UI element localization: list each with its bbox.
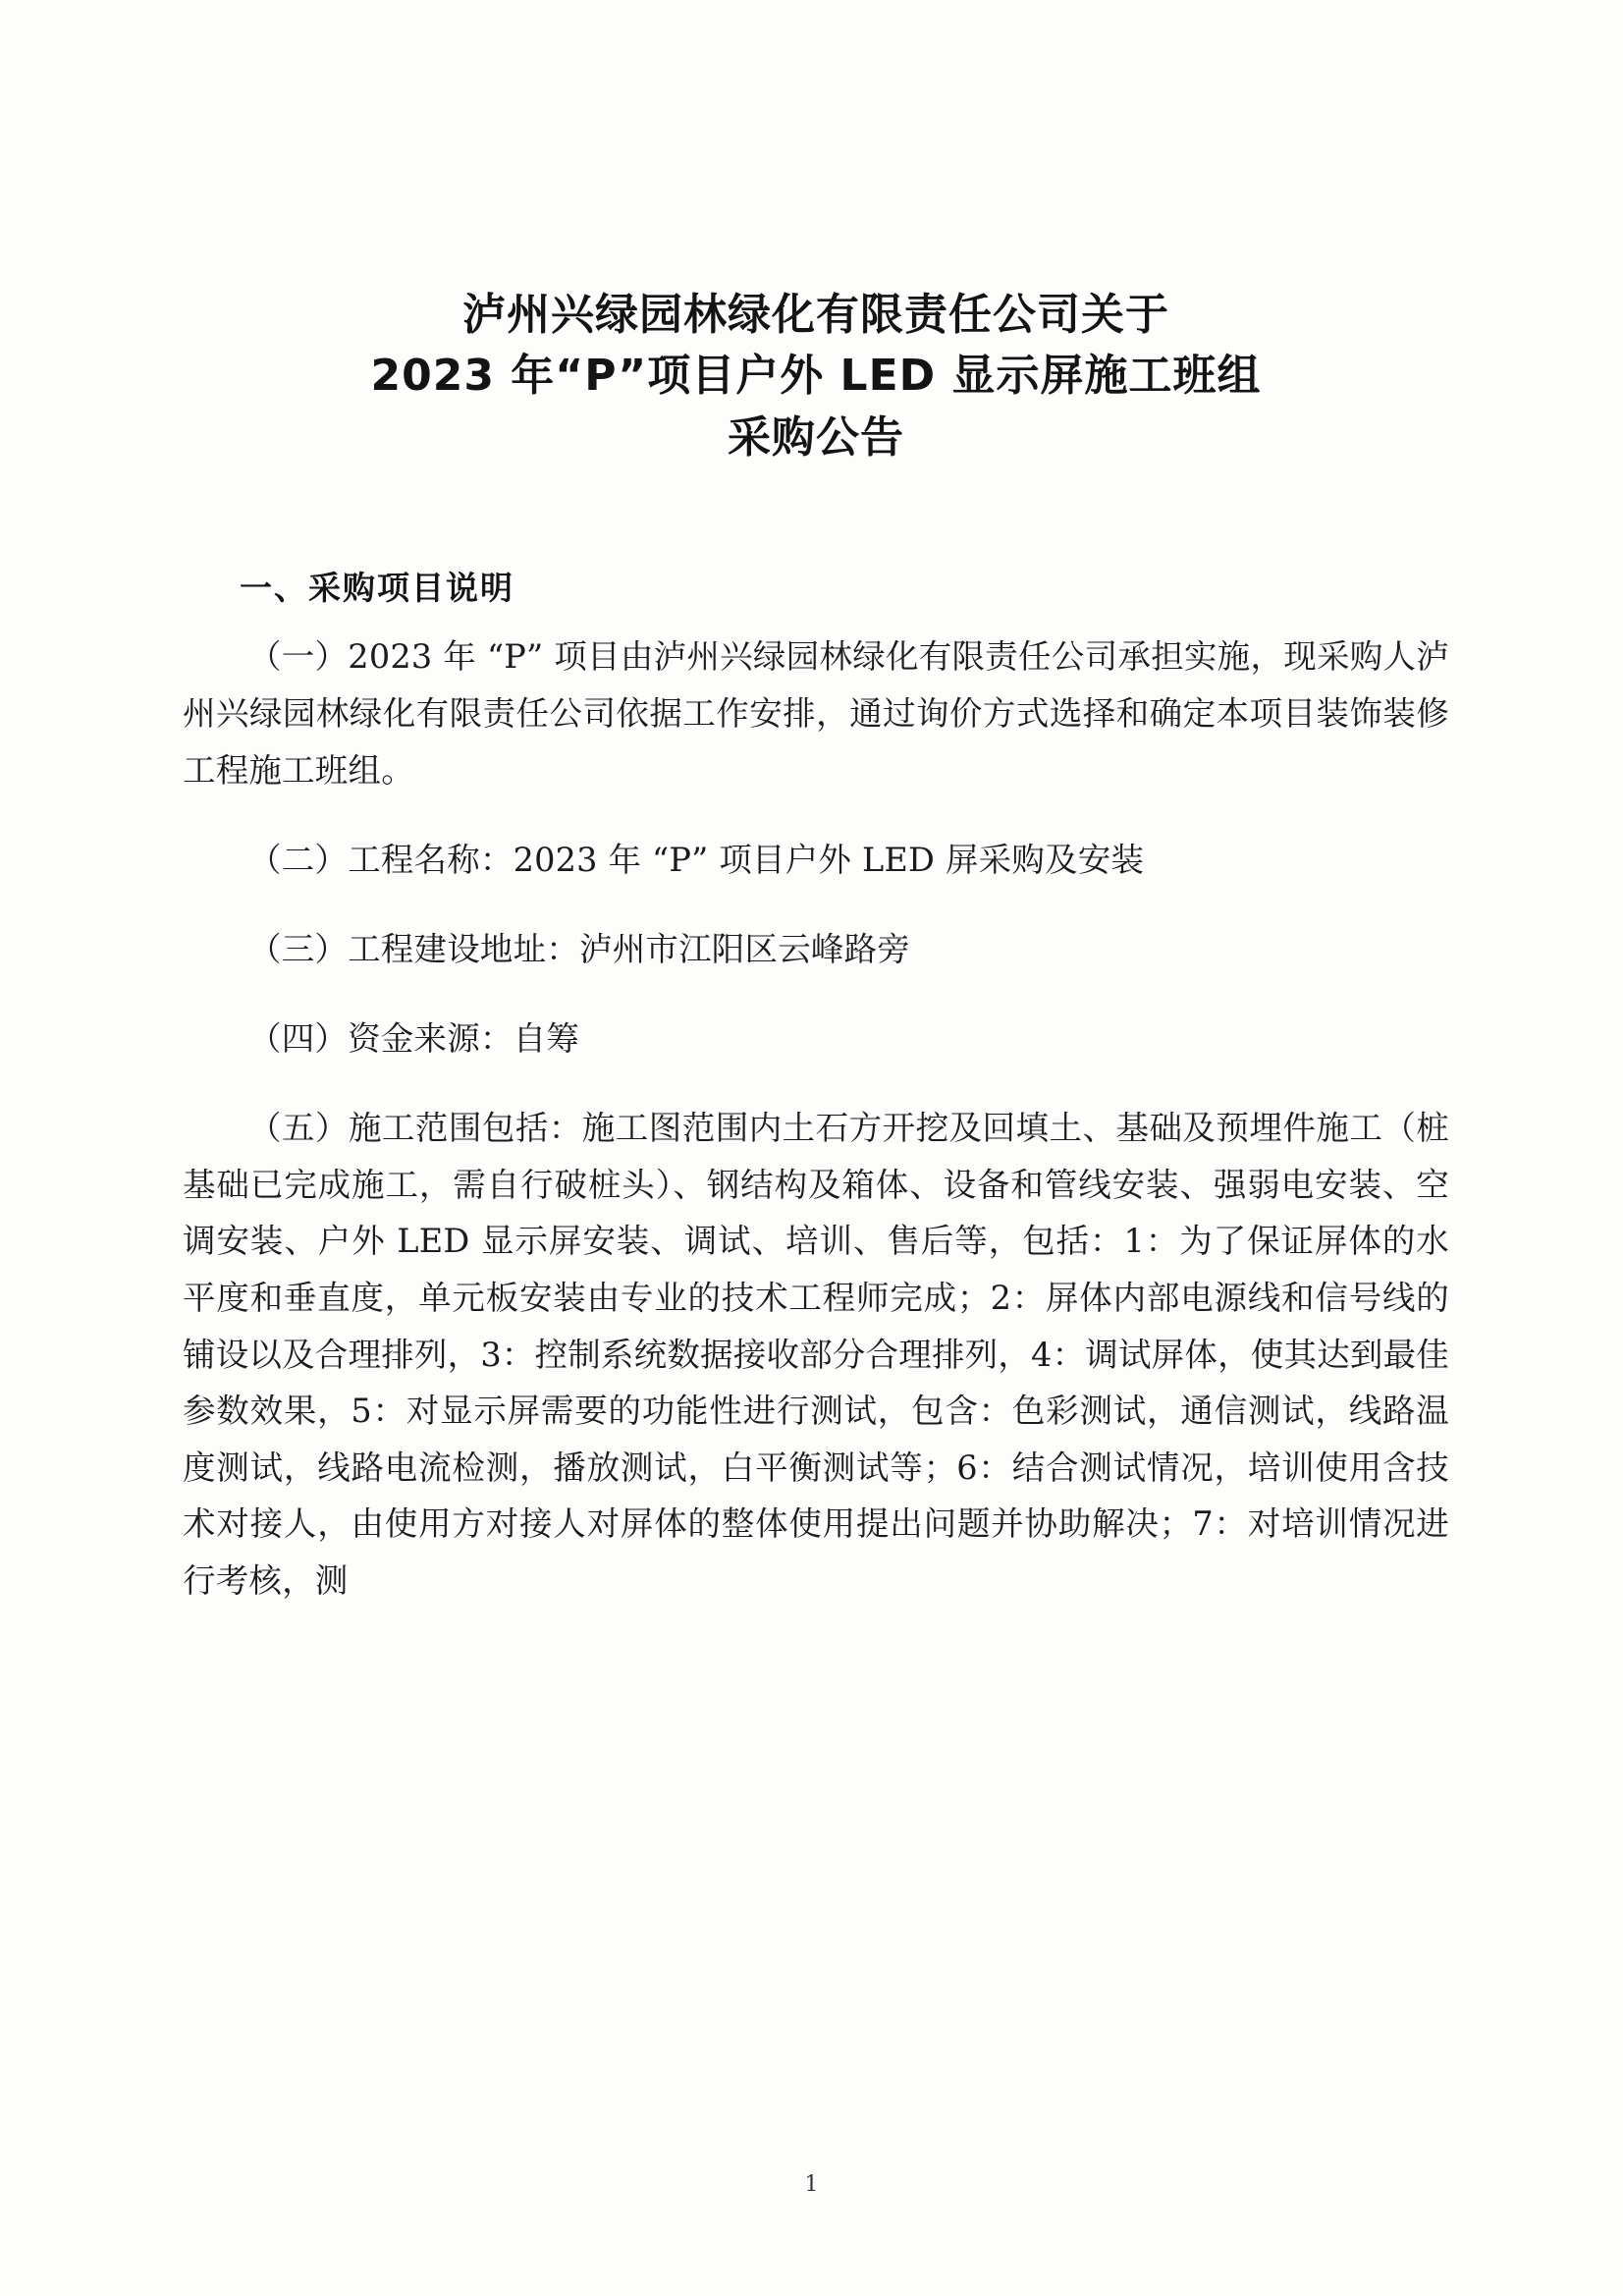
section-heading-purchase-description: 一、采购项目说明 <box>240 569 514 608</box>
title-line-2: 2023 年“P”项目户外 LED 显示屏施工班组 <box>370 351 1262 402</box>
paragraph-item-1: （一）2023 年 “P” 项目由泸州兴绿园林绿化有限责任公司承担实施，现采购人泸州兴绿园林绿化有限责任公司依据工作安排，通过询价方式选择和确定本项目装饰装修工程施工班组。 <box>183 637 1449 790</box>
title-line-3: 采购公告 <box>728 411 904 463</box>
title-line-1: 泸州兴绿园林绿化有限责任公司关于 <box>462 290 1169 340</box>
page-number: 1 <box>804 2172 819 2197</box>
paragraph-item-3: （三）工程建设地址：泸州市江阳区云峰路旁 <box>248 929 910 968</box>
paragraph-item-4: （四）资金来源：自筹 <box>248 1018 579 1058</box>
paragraph-item-2: （二）工程名称：2023 年 “P” 项目户外 LED 屏采购及安装 <box>248 840 1145 879</box>
paragraph-item-5: （五）施工范围包括：施工图范围内土石方开挖及回填土、基础及预埋件施工（桩基础已完成施工，需自行破桩头）、钢结构及箱体、设备和管线安装、强弱电安装、空调安装、户外 LED 显示屏安装、调试、培训、售后等，包括：1：为了保证屏体的水平度和垂直度，单元板安装由专业的技术工程师完成；2：屏体内部电源线和信号线的铺设以及合理排列，3：控制系统数据接收部分合理排列，4：调试屏体，使其达到最佳参数效果，5：对显示屏需要的功能性进行测试，包含：色彩测试，通信测试，线路温度测试，线路电流检测，播放测试，白平衡测试等；6：结合测试情况，培训使用含技术对接人，由使用方对接人对屏体的整体使用提出问题并协助解决；7：对培训情况进行考核，测 <box>183 1109 1449 1600</box>
document-body <box>183 0 1449 2296</box>
page-title <box>183 285 1449 468</box>
